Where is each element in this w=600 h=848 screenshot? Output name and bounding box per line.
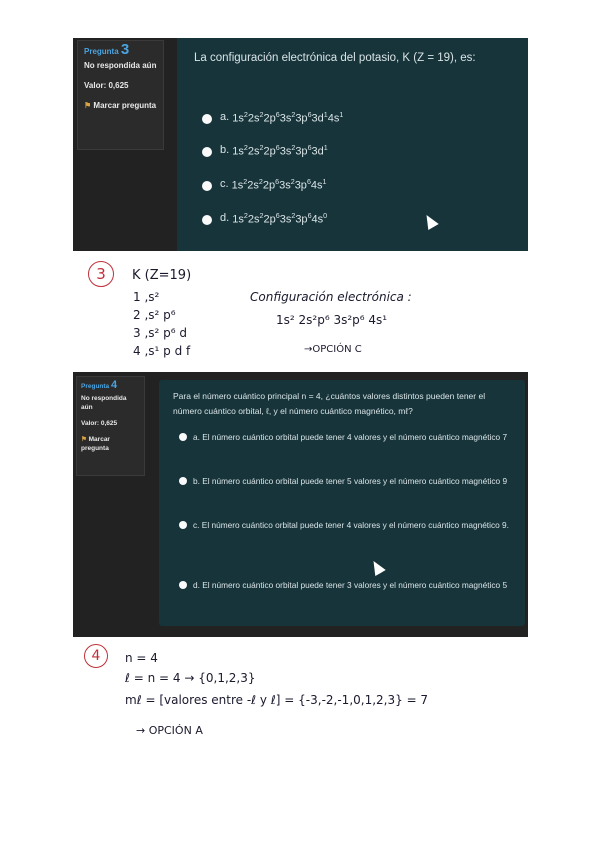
radio-button[interactable]: [202, 215, 212, 225]
question-4-option-b[interactable]: b. El número cuántico orbital puede tener 5 valores y el número cuántico magnético 9: [179, 474, 509, 488]
radio-button[interactable]: [202, 147, 212, 157]
note-3-circle: 3: [88, 261, 114, 287]
question-4-status: No respondida aún: [81, 395, 127, 411]
question-4-option-c[interactable]: c. El número cuántico orbital puede tener 4 valores y el número cuántico magnético 9.: [179, 518, 509, 532]
note-4-circle: 4: [84, 644, 108, 668]
option-text: $1s^22s^22p^63s^23p^63d^14s^1$: [232, 111, 344, 125]
note-3-level-2: 2 ,s² p⁶: [133, 308, 176, 322]
radio-button[interactable]: [179, 433, 187, 441]
note-3-header: K (Z=19): [132, 268, 192, 283]
note-4-line-3: mℓ = [valores entre -ℓ y ℓ] = {-3,-2,-1,0,1,2,3} = 7: [125, 693, 429, 707]
question-3-screenshot: [73, 38, 528, 251]
question-4-option-d[interactable]: d. El número cuántico orbital puede tener 3 valores y el número cuántico magnético 5: [179, 578, 509, 592]
option-text: $1s^22s^22p^63s^23p^64s^1$: [231, 178, 327, 192]
flag-label: Marcar pregunta: [81, 436, 110, 452]
question-3-title: Pregunta 3: [84, 41, 130, 58]
radio-button[interactable]: [202, 181, 212, 191]
option-text: El número cuántico orbital puede tener 5 valores y el número cuántico magnético 9: [202, 476, 508, 486]
note-4-line-2: ℓ = n = 4 → {0,1,2,3}: [125, 671, 256, 685]
note-3-level-3: 3 ,s² p⁶ d: [133, 326, 187, 340]
question-3-status: No respondida aún: [84, 61, 157, 70]
flag-label: Marcar pregunta: [93, 101, 157, 110]
question-3-text: La configuración electrónica del potasio, K (Z = 19), es:: [194, 52, 476, 64]
note-4-answer: → OPCIÓN A: [136, 724, 203, 737]
question-3-option-a[interactable]: a. $1s^22s^22p^63s^23p^63d^14s^1$: [202, 111, 343, 125]
question-3-value: Valor: 0,625: [84, 81, 129, 90]
question-4-info-box: [76, 376, 145, 476]
question-3-option-d[interactable]: d. $1s^22s^22p^63s^23p^64s^0$: [202, 212, 327, 226]
note-3-config: 1s² 2s²p⁶ 3s²p⁶ 4s¹: [276, 313, 388, 327]
question-3-content: [177, 38, 528, 251]
question-4-text: Para el número cuántico principal n = 4, ¿cuántos valores distintos pueden tener el número cuántico orbital, ℓ, y el número cuántico magnético, mℓ?: [173, 391, 486, 416]
flag-icon: ⚑: [84, 101, 92, 110]
flag-icon: ⚑: [81, 436, 87, 443]
question-4-title: Pregunta 4: [81, 379, 118, 391]
option-text: El número cuántico orbital puede tener 3 valores y el número cuántico magnético 5: [202, 580, 508, 590]
question-3-flag-button[interactable]: [84, 100, 163, 111]
question-4-value: Valor: 0,625: [81, 420, 118, 427]
radio-button[interactable]: [202, 114, 212, 124]
option-text: $1s^22s^22p^63s^23p^64s^0$: [232, 212, 328, 226]
note-3-label: Configuración electrónica :: [250, 290, 412, 304]
option-text: El número cuántico orbital puede tener 4 valores y el número cuántico magnético 9.: [201, 520, 509, 530]
option-text: $1s^22s^22p^63s^23p^63d^1$: [232, 144, 328, 158]
question-4-screenshot: [73, 372, 528, 637]
radio-button[interactable]: [179, 581, 187, 589]
question-4-option-a[interactable]: a. El número cuántico orbital puede tener 4 valores y el número cuántico magnético 7: [179, 430, 509, 444]
note-4-line-1: n = 4: [125, 651, 158, 665]
option-text: El número cuántico orbital puede tener 4 valores y el número cuántico magnético 7: [202, 432, 508, 442]
radio-button[interactable]: [179, 477, 187, 485]
question-4-flag-button[interactable]: [81, 435, 136, 453]
question-4-content: [159, 380, 525, 626]
note-3-level-4: 4 ,s¹ p d f: [133, 344, 191, 358]
question-3-option-c[interactable]: c. $1s^22s^22p^63s^23p^64s^1$: [202, 178, 327, 192]
radio-button[interactable]: [179, 521, 187, 529]
mouse-cursor-icon: [368, 558, 385, 576]
note-3-answer: →OPCIÓN C: [304, 344, 362, 355]
question-3-info-box: [77, 40, 164, 150]
note-3-level-1: 1 ,s²: [133, 290, 160, 304]
mouse-cursor-icon: [421, 212, 438, 230]
question-3-option-b[interactable]: b. $1s^22s^22p^63s^23p^63d^1$: [202, 144, 328, 158]
